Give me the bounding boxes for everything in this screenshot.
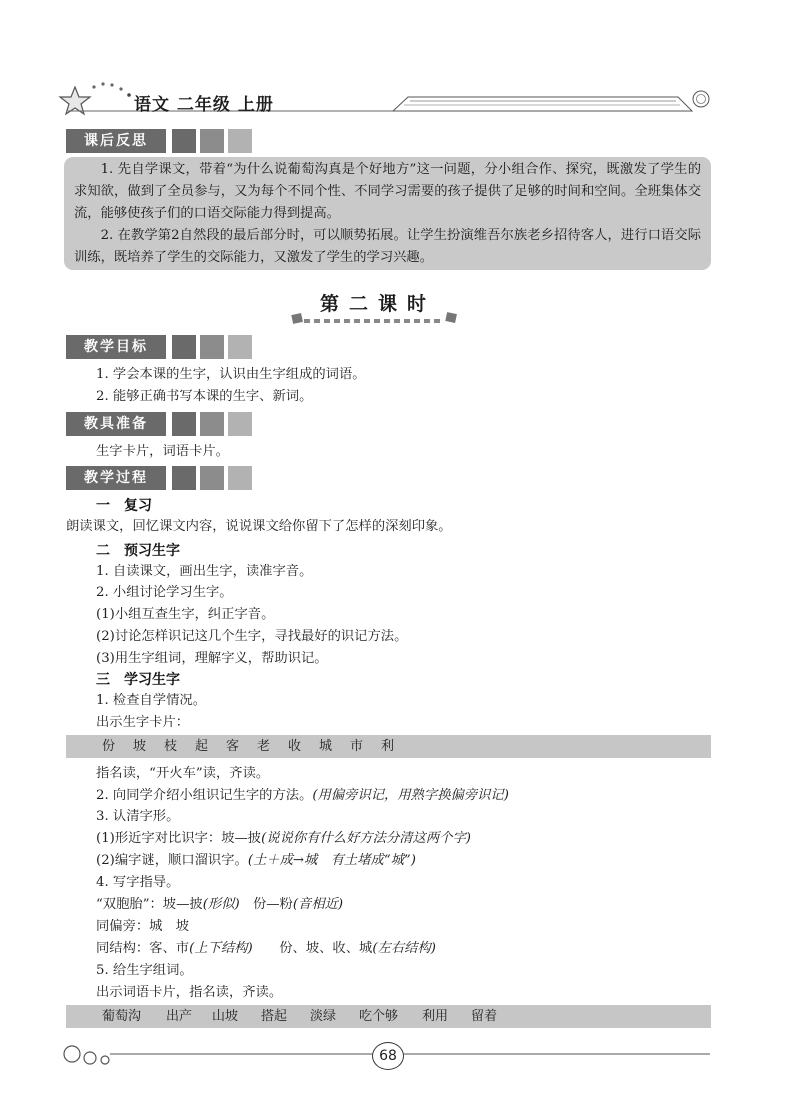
word-card: 留着 <box>471 1009 498 1024</box>
label-square <box>228 129 252 153</box>
section-label-process: 教学过程 <box>66 466 166 490</box>
step-text: 3. 认清字形。 <box>96 809 180 824</box>
section-label-tools: 教具准备 <box>66 412 166 436</box>
word-card: 搭起 <box>261 1009 288 1024</box>
step-text: (2)讨论怎样识记这几个生字，寻找最好的识记方法。 <box>96 629 408 644</box>
char-card: 老 <box>257 739 271 754</box>
step-text: “双胞胎”：坡—披(形似) 份—粉(音相近) <box>96 897 344 912</box>
step-text: 出示生字卡片： <box>96 715 190 730</box>
step-text: (1)小组互查生字，纠正字音。 <box>96 607 275 622</box>
step-heading: 三 学习生字 <box>96 672 180 688</box>
step-text: 朗读课文，回忆课文内容，说说课文给你留下了怎样的深刻印象。 <box>66 519 452 534</box>
step-text: (2)编字谜，顺口溜识字。(土＋成→城 有土堵成“城”) <box>96 853 416 868</box>
label-square <box>172 335 196 359</box>
step-heading: 一 复习 <box>96 498 152 514</box>
reflection-paragraph: 1. 先自学课文，带着“为什么说葡萄沟真是个好地方”这一问题，分小组合作、探究，既激发了学生的求知欲，做到了全员参与，又为每个不同个性、不同学习需要的孩子提供了足够的时间和空间。全班集体交流，能够使孩子们的口语交际能力得到提高。 <box>74 162 701 221</box>
section-label-reflection: 课后反思 <box>66 129 166 153</box>
step-text: (1)形近字对比识字：坡—披(说说你有什么好方法分清这两个字) <box>96 831 471 846</box>
char-card: 收 <box>288 739 302 754</box>
step-heading: 二 预习生字 <box>96 543 180 559</box>
header-title: 语文 二年级 上册 <box>134 95 274 115</box>
word-card: 利用 <box>422 1009 449 1024</box>
word-card: 吃个够 <box>359 1009 399 1024</box>
label-square <box>172 466 196 490</box>
section-label-goals: 教学目标 <box>66 335 166 359</box>
step-text: 同偏旁：城 坡 <box>96 919 190 934</box>
title-underline-decoration <box>290 310 460 328</box>
goal-item: 1. 学会本课的生字，认识由生字组成的词语。 <box>96 367 366 382</box>
reflection-paragraph: 2. 在教学第2自然段的最后部分时，可以顺势拓展。让学生扮演维吾尔族老乡招待客人，进行口语交际训练，既培养了学生的交际能力，又激发了学生的学习兴趣。 <box>74 228 701 265</box>
step-text: 同结构：客、市(上下结构) 份、坡、收、城(左右结构) <box>96 941 436 956</box>
label-square <box>172 129 196 153</box>
char-card-band <box>66 735 711 758</box>
char-card: 城 <box>319 739 333 754</box>
word-card: 淡绿 <box>310 1009 337 1024</box>
char-card: 市 <box>350 739 364 754</box>
label-square <box>228 335 252 359</box>
page-number: 68 <box>372 1042 404 1070</box>
step-text: 5. 给生字组词。 <box>96 963 193 978</box>
label-square <box>200 335 224 359</box>
lesson-title: 第二课时 <box>320 293 437 315</box>
label-square <box>200 412 224 436</box>
step-text: 2. 向同学介绍小组识记生字的方法。(用偏旁识记，用熟字换偏旁识记) <box>96 788 509 803</box>
char-card: 坡 <box>133 739 147 754</box>
reflection-box <box>64 157 711 270</box>
goal-item: 2. 能够正确书写本课的生字、新词。 <box>96 389 313 404</box>
label-square <box>200 466 224 490</box>
word-card: 山坡 <box>212 1009 239 1024</box>
word-card: 出产 <box>166 1009 193 1024</box>
step-text: 4. 写字指导。 <box>96 875 180 890</box>
label-square <box>200 129 224 153</box>
label-square <box>228 466 252 490</box>
label-square <box>228 412 252 436</box>
step-text: 指名读，“开火车”读，齐读。 <box>96 766 270 781</box>
char-card: 起 <box>195 739 209 754</box>
step-text: 出示词语卡片，指名读，齐读。 <box>96 985 283 1000</box>
char-card: 利 <box>381 739 395 754</box>
tools-text: 生字卡片，词语卡片。 <box>96 444 229 459</box>
char-card: 份 <box>102 739 116 754</box>
step-text: 1. 检查自学情况。 <box>96 693 206 708</box>
word-card: 葡萄沟 <box>102 1009 142 1024</box>
step-text: (3)用生字组词，理解字义，帮助识记。 <box>96 651 328 666</box>
step-text: 1. 自读课文，画出生字，读准字音。 <box>96 564 313 579</box>
label-square <box>172 412 196 436</box>
char-card: 客 <box>226 739 240 754</box>
step-text: 2. 小组讨论学习生字。 <box>96 585 233 600</box>
word-card-band <box>66 1005 711 1028</box>
star-icon <box>60 87 90 114</box>
char-card: 枝 <box>164 739 178 754</box>
